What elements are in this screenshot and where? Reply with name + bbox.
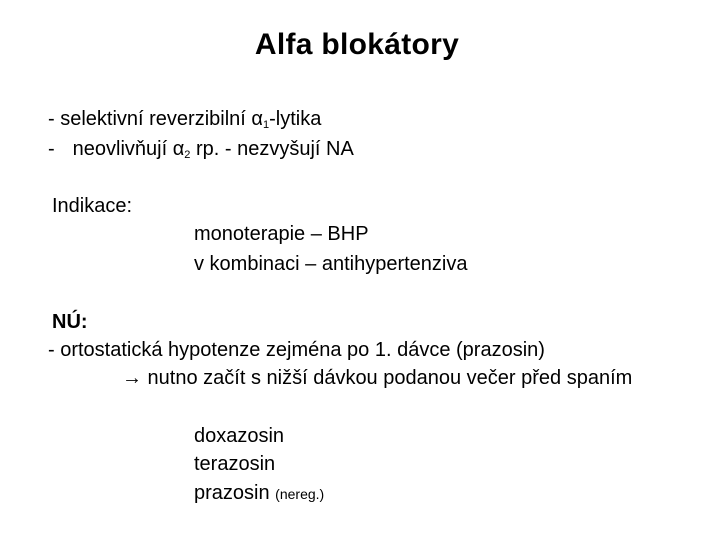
side-effects-heading: NÚ: <box>52 311 88 333</box>
drug-note: (nereg.) <box>275 486 325 502</box>
side-effects-note: → nutno začít s nižší dávkou podanou večer před spaním <box>122 367 633 389</box>
property-line-1 <box>48 107 321 131</box>
alpha-1-subscript: 1 <box>262 119 270 131</box>
property-line-2-suffix: rp. - nezvyšují NA <box>190 138 354 160</box>
drug-name: prazosin <box>194 482 270 504</box>
property-line-2-dash: - <box>48 138 55 160</box>
property-line-1-suffix: -lytika <box>269 108 322 130</box>
property-line-2-prefix: neovlivňují α <box>72 138 185 160</box>
indications-heading: Indikace: <box>52 195 133 217</box>
drug-item-prazosin <box>194 481 324 506</box>
alpha-2-subscript: 2 <box>184 149 191 161</box>
drug-name: terazosin <box>194 453 276 475</box>
property-line-2 <box>48 137 354 161</box>
drug-item-terazosin <box>194 452 275 476</box>
indication-item: monoterapie – BHP <box>194 223 369 245</box>
indication-item: v kombinaci – antihypertenziva <box>194 253 468 275</box>
side-effects-line: - ortostatická hypotenze zejména po 1. dávce (prazosin) <box>48 339 545 361</box>
drug-name: doxazosin <box>194 425 285 447</box>
property-line-1-prefix: - selektivní reverzibilní α <box>48 108 263 130</box>
drug-item-doxazosin <box>194 424 284 448</box>
slide-title: Alfa blokátory <box>254 28 460 61</box>
